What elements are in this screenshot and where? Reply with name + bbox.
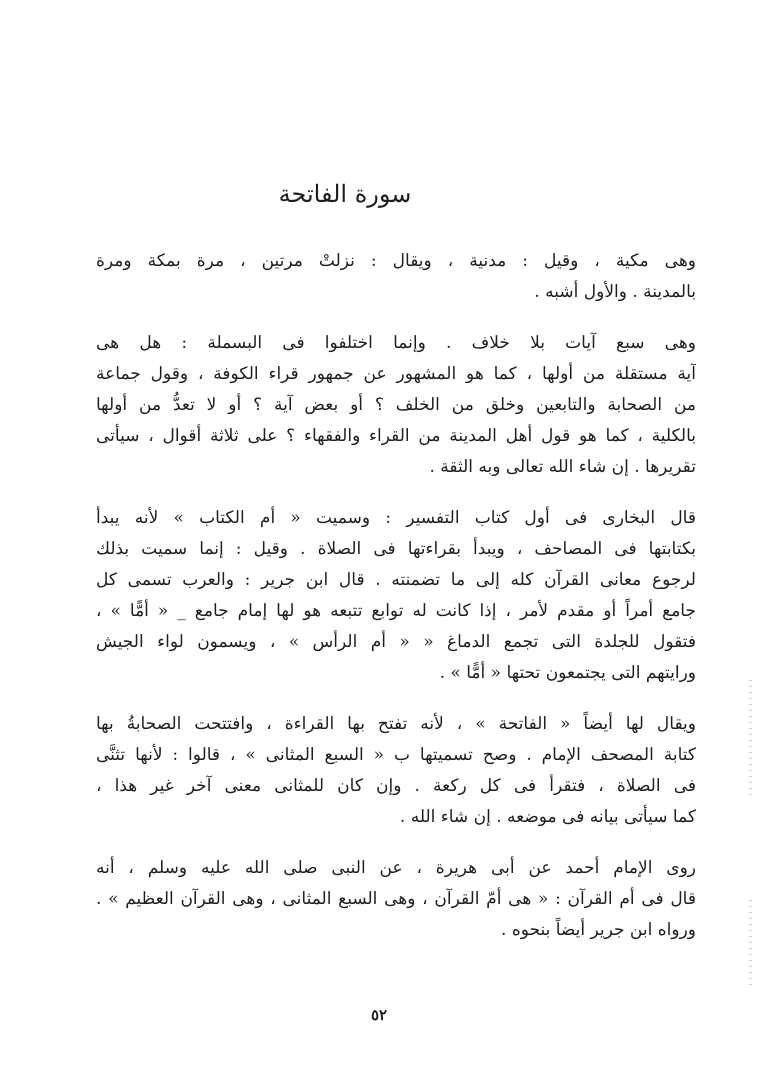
text-line: قال البخارى فى أول كتاب التفسير : وسميت « أم الكتاب » لأنه يبدأ	[96, 508, 696, 528]
text-line: تقريرها . إن شاء الله تعالى وبه الثقة .	[429, 457, 696, 477]
text-line: وهى سبع آيات بلا خلاف . وإنما اختلفوا فى البسملة : هل هى	[96, 333, 696, 353]
text-line: ورواه ابن جرير أيضاً بنحوه .	[501, 920, 696, 940]
scan-edge-mark	[749, 900, 752, 990]
text-line: روى الإمام أحمد عن أبى هريرة ، عن النبى صلى الله عليه وسلم ، أنه	[96, 858, 696, 878]
paragraph-5	[96, 853, 696, 946]
text-line: بالمدينة . والأول أشبه .	[534, 282, 696, 302]
scan-edge-mark	[749, 680, 752, 800]
text-line: وهى مكية ، وقيل : مدنية ، ويقال : نزلتْ مرتين ، مرة بمكة ومرة	[96, 251, 696, 271]
text-line: بكتابتها فى المصاحف ، ويبدأ بقراءتها فى الصلاة . وقيل : إنما سميت بذلك	[96, 539, 696, 559]
paragraph-3	[96, 503, 696, 689]
surah-title: سورة الفاتحة	[278, 180, 412, 208]
text-line: كتابة المصحف الإمام . وصح تسميتها ب « السبع المثانى » ، قالوا : لأنها تثنَّى	[96, 745, 696, 765]
paragraph-1	[96, 246, 696, 308]
page-number: ٥٢	[370, 1006, 388, 1024]
text-line: لرجوع معانى القرآن كله إلى ما تضمنته . قال ابن جرير : والعرب تسمى كل	[96, 570, 696, 590]
paragraph-4	[96, 709, 696, 833]
text-line: ويقال لها أيضاً « الفاتحة » ، لأنه تفتح بها القراءة ، وافتتحت الصحابةُ بها	[96, 714, 696, 734]
text-line: جامع أمراً أو مقدم لأمر ، إذا كانت له توابع تتبعه هو لها إمام جامع _ « أمًّا » ،	[96, 601, 696, 621]
text-line: كما سيأتى بيانه فى موضعه . إن شاء الله .	[399, 807, 696, 827]
text-line: ورايتهم التى يجتمعون تحتها « أمًّا » .	[439, 663, 696, 683]
page-body	[96, 246, 696, 966]
text-line: آية مستقلة من أولها ، كما هو المشهور عن جمهور قراء الكوفة ، وقول جماعة	[96, 364, 696, 384]
text-line: فتقول للجلدة التى تجمع الدماغ « « أم الرأس » ، ويسمون لواء الجيش	[96, 632, 696, 652]
paragraph-2	[96, 328, 696, 483]
text-line: بالكلية ، كما هو قول أهل المدينة من القراء والفقهاء ؟ على ثلاثة أقوال ، سيأتى	[96, 426, 696, 446]
text-line: قال فى أم القرآن : « هى أمّ القرآن ، وهى السبع المثانى ، وهى القرآن العظيم » .	[96, 889, 696, 909]
text-line: فى الصلاة ، فتقرأ فى كل ركعة . وإن كان للمثانى معنى آخر غير هذا ،	[96, 776, 696, 796]
text-line: من الصحابة والتابعين وخلق من الخلف ؟ أو بعض آية ؟ أو لا تعدُّ من أولها	[96, 395, 696, 415]
